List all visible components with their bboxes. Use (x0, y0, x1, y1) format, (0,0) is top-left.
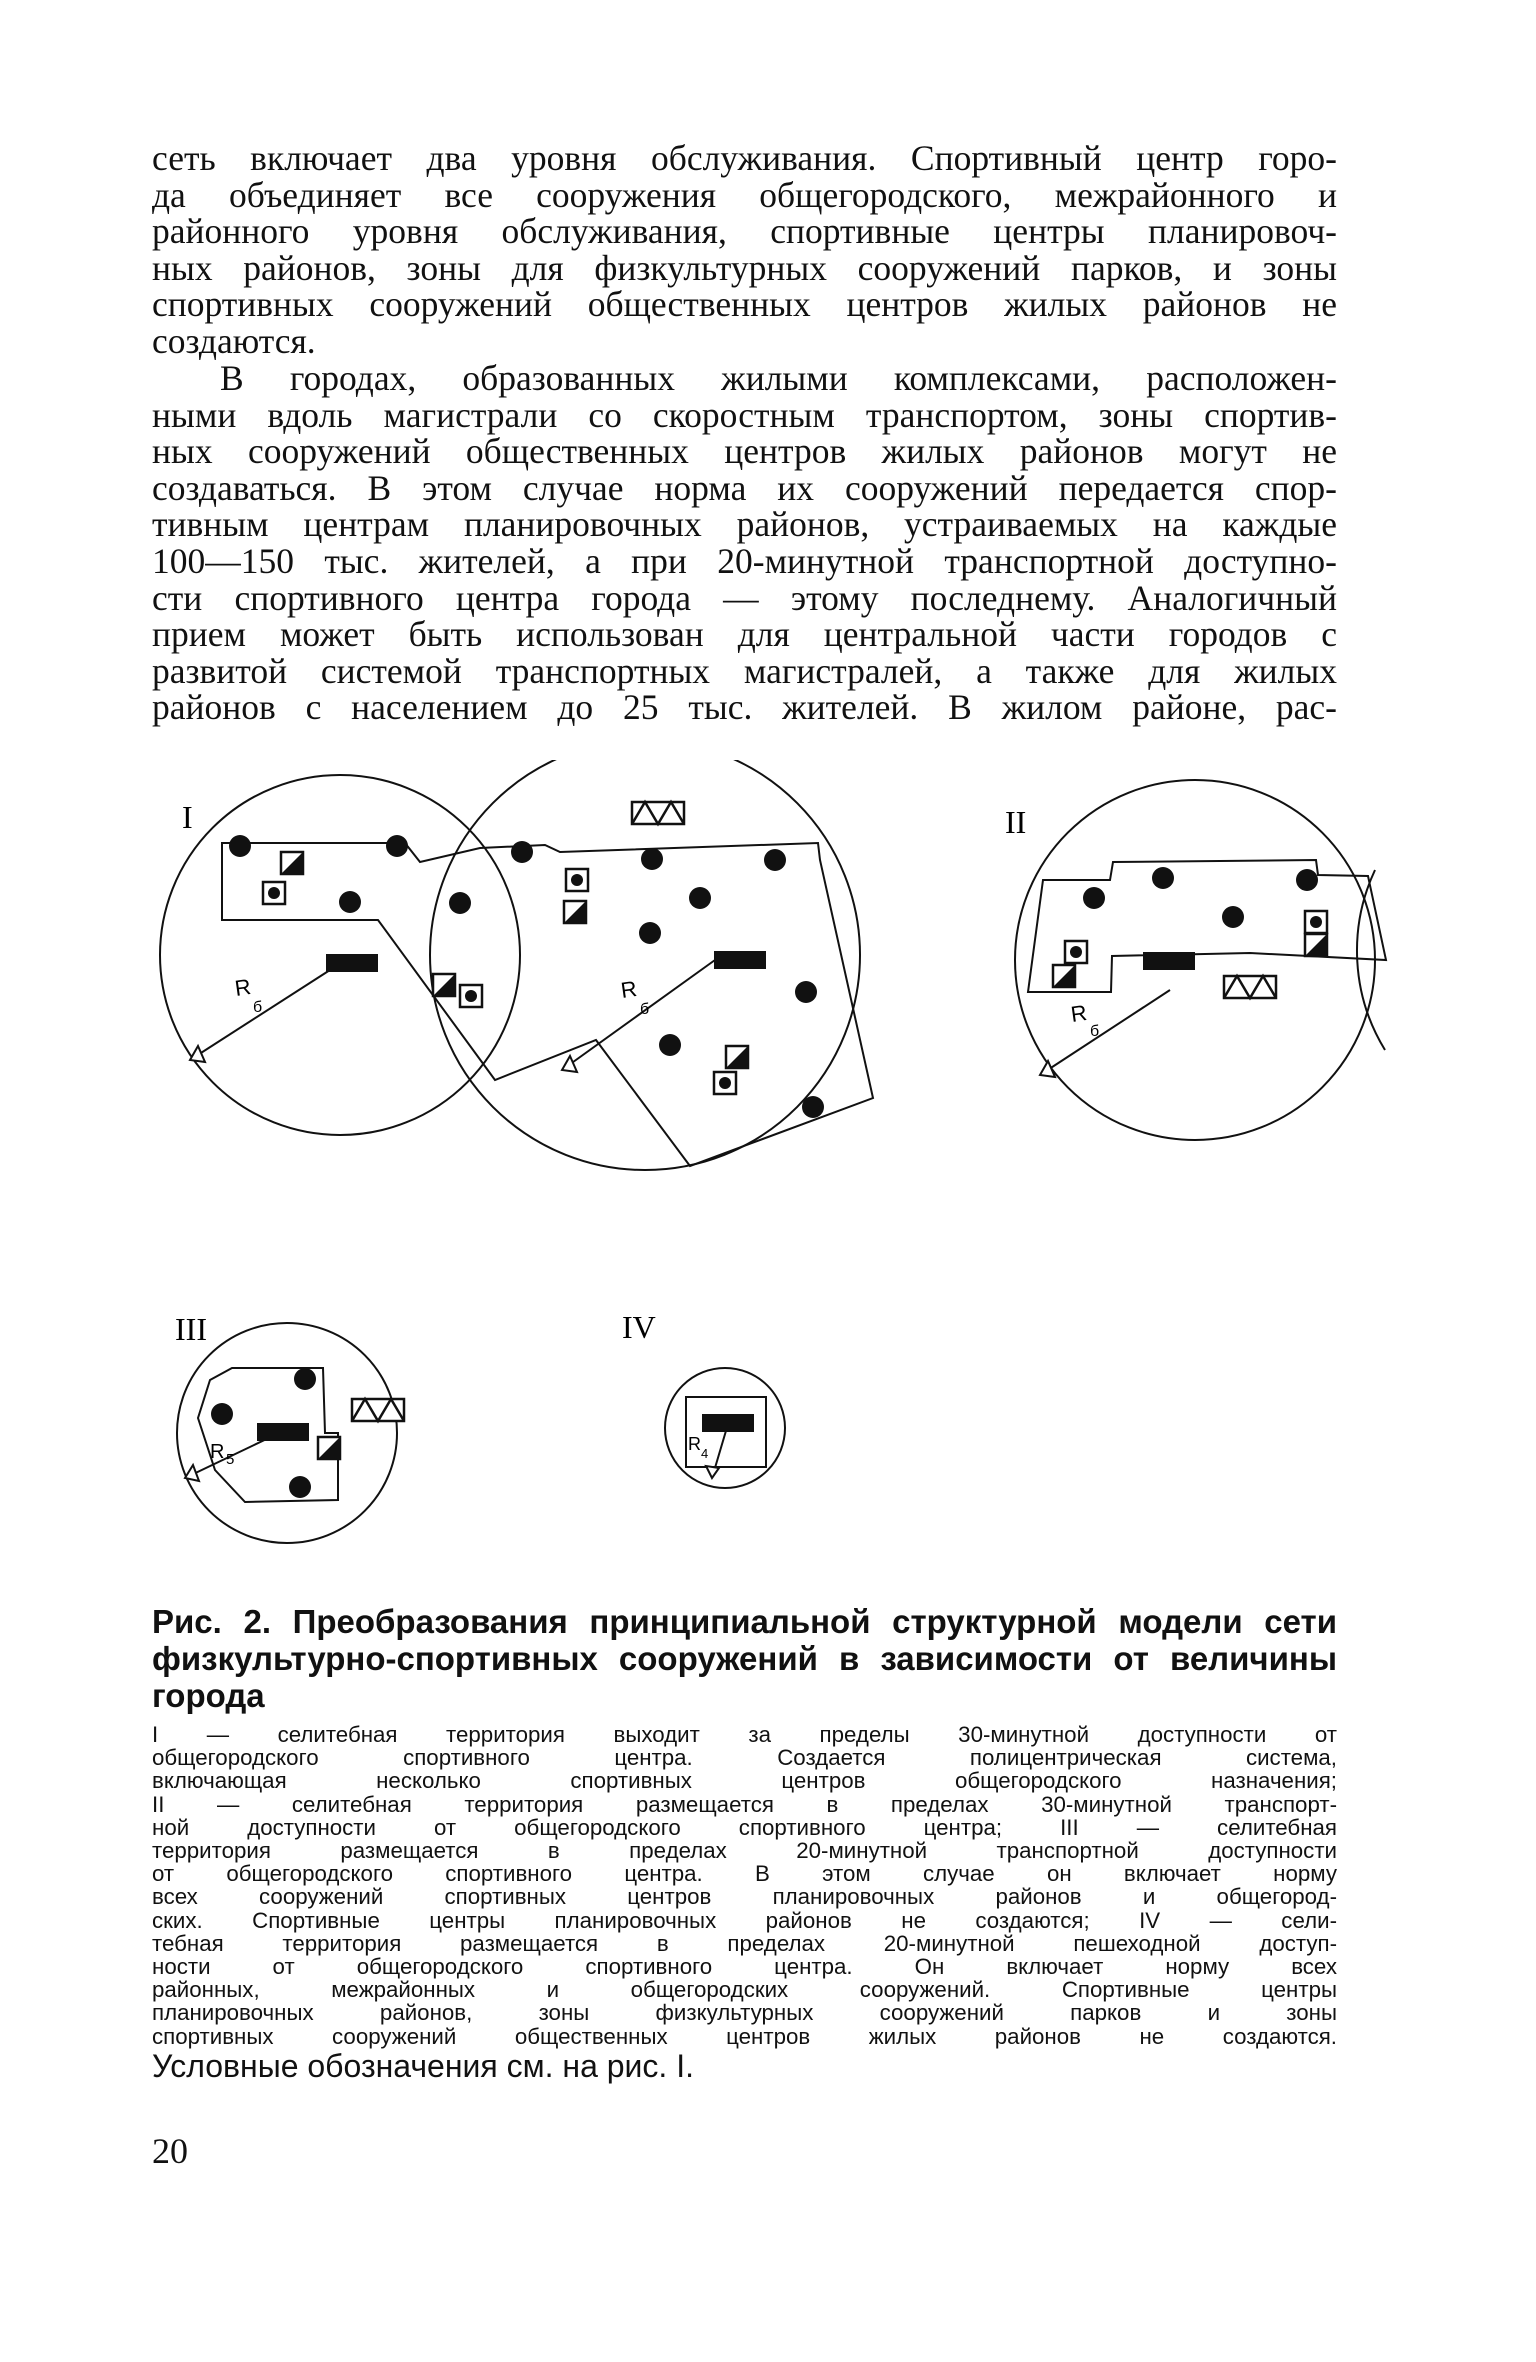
paragraph-1 (152, 140, 1337, 360)
text-line: сеть включает два уровня обслуживания. Спортивный центр горо- (152, 138, 1337, 178)
caption-line: планировочных районов, зоны физкультурных сооружений парков и зоны (152, 2000, 1337, 2026)
panel-label-iv: IV (622, 1309, 656, 1345)
caption-line: включающая несколько спортивных центров общегородского назначения; (152, 1768, 1337, 1794)
text-line: ными вдоль магистрали со скоростным транспортом, зоны спортив- (152, 394, 1337, 435)
text-line: районного уровня обслуживания, спортивные центры планировоч- (152, 211, 1337, 252)
radius-label: R (210, 1441, 225, 1463)
text-line: тивным центрам планировочных районов, устраиваемых на каждые (152, 504, 1337, 545)
text-line: В городах, образованных жилыми комплексами, расположен- (220, 358, 1337, 398)
panel-i-symbols (229, 802, 824, 1118)
text-line: развитой системой транспортных магистралей, а также для жилых (152, 650, 1337, 691)
paragraph-2 (152, 360, 1337, 726)
panel-label-i: I (182, 799, 193, 835)
caption-legend-reference: Условные обозначения см. на рис. I. (152, 2047, 694, 2084)
text-line: прием может быть использован для центральной части городов с (152, 614, 1337, 655)
radius-label: R (233, 973, 253, 1001)
caption-line: общегородского спортивного центра. Создается полицентрическая система, (152, 1745, 1337, 1771)
panel-label-ii: II (1005, 804, 1027, 840)
figure-diagram (0, 760, 1536, 1580)
caption-line: ских. Спортивные центры планировочных районов не создаются; IV — сели- (152, 1907, 1337, 1933)
text-line: спортивных сооружений общественных центров жилых районов не (152, 284, 1337, 325)
caption-line: ности от общегородского спортивного центра. Он включает норму всех (152, 1954, 1337, 1980)
radius-label: R (688, 1434, 701, 1454)
text-line: ных сооружений общественных центров жилых районов могут не (152, 431, 1337, 472)
panel-i (160, 760, 873, 1170)
panel-ii-symbols (1053, 867, 1327, 998)
radius-subscript: 5 (226, 1451, 235, 1468)
radius-subscript: б (1090, 1023, 1100, 1040)
caption-line: I — селитебная территория выходит за пределы 30-минутной доступности от (152, 1722, 1337, 1747)
caption-line: территория размещается в пределах 20-минутной транспортной доступности (152, 1838, 1337, 1864)
page-number: 20 (152, 2131, 188, 2171)
caption-line: тебная территория размещается в пределах 20-минутной пешеходной доступ- (152, 1930, 1337, 1956)
radius-label: R (1069, 999, 1089, 1027)
caption-line: от общегородского спортивного центра. В этом случае он включает норму (152, 1861, 1337, 1887)
radius-subscript: 4 (701, 1446, 709, 1461)
caption-line: II — селитебная территория размещается в пределах 30-минутной транспорт- (152, 1791, 1337, 1817)
figure-caption-title (152, 1603, 1337, 1714)
radius-subscript: б (253, 999, 263, 1016)
figure-caption-text (152, 1723, 1337, 2084)
panel-iii-symbols (211, 1368, 404, 1498)
text-line: да объединяет все сооружения общегородского, межрайонного и (152, 174, 1337, 215)
panel-iv-symbols (702, 1414, 754, 1432)
text-line: сти спортивного центра города — этому последнему. Аналогичный (152, 577, 1337, 618)
text-line: районов с населением до 25 тыс. жителей. В жилом районе, рас- (152, 687, 1337, 728)
text-line: 100—150 тыс. жителей, а при 20-минутной транспортной доступно- (152, 540, 1337, 581)
radius-subscript: б (640, 1001, 650, 1018)
caption-line: районных, межрайонных и общегородских сооружений. Спортивные центры (152, 1977, 1337, 2003)
caption-line: спортивных сооружений общественных центров жилых районов не создаются. (152, 2023, 1337, 2049)
caption-title-line: Рис. 2. Преобразования принципиальной структурной модели сети (152, 1603, 1337, 1640)
caption-title-line: физкультурно-спортивных сооружений в зависимости от величины (152, 1640, 1337, 1677)
panel-label-iii: III (175, 1311, 207, 1347)
caption-line: ной доступности от общегородского спортивного центра; III — селитебная (152, 1814, 1337, 1840)
text-line: ных районов, зоны для физкультурных сооружений парков, и зоны (152, 247, 1337, 288)
caption-line: всех сооружений спортивных центров планировочных районов и общегород- (152, 1884, 1337, 1910)
radius-label: R (619, 975, 639, 1003)
text-line: создаются. (152, 320, 316, 361)
text-line: создаваться. В этом случае норма их сооружений передается спор- (152, 467, 1337, 508)
caption-title-line: города (152, 1677, 265, 1714)
